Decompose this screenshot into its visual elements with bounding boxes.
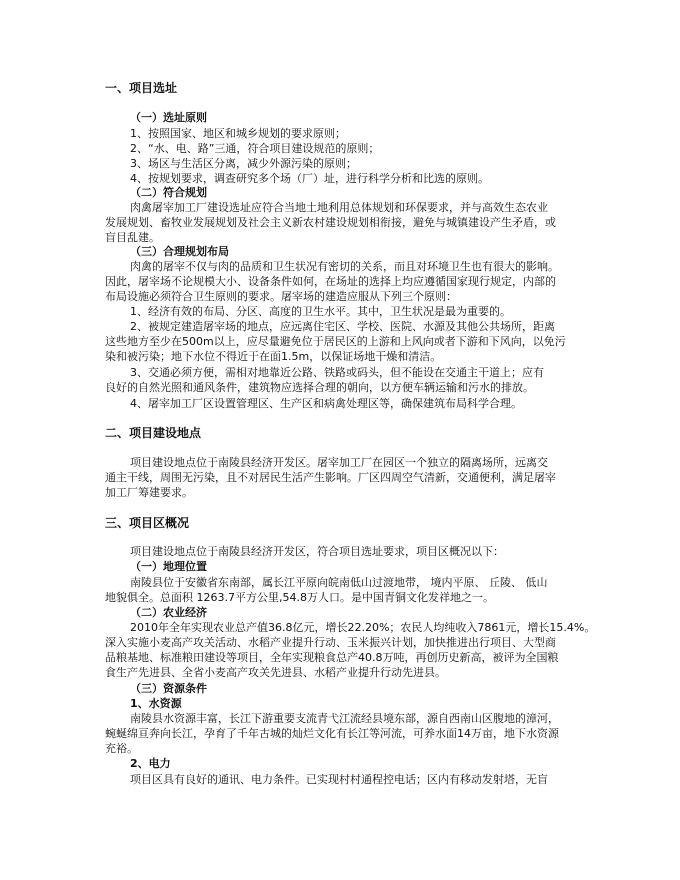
- paragraph-line: 3、场区与生活区分离，减少外源污染的原则；: [130, 157, 357, 170]
- item-title-power: 2、电力: [130, 757, 171, 770]
- section-heading-location: 二、项目建设地点: [105, 426, 202, 440]
- paragraph-line: 品粮基地、标准粮田建设等项目，全年实现粮食总产40.8万吨，再创历史新高，被评为全国粮: [105, 651, 559, 664]
- paragraph-line: 盲目乱建。: [105, 231, 160, 244]
- paragraph-line: 这些地方至少在500m以上，应尽量避免位于居民区的上游和上风向或者下游和下风向，以免污: [105, 335, 566, 348]
- paragraph-line: 染和被污染；地下水位不得近于在面1.5m，以保证场地干燥和清洁。: [105, 350, 442, 363]
- paragraph-line: 4、屠宰加工厂区设置管理区、生产区和病禽处理区等，确保建筑布局科学合理。: [130, 397, 522, 410]
- subsection-title-principles: （一）选址原则: [130, 111, 207, 124]
- paragraph-line: 蜿蜒绵亘奔向长江，孕育了千年古城的灿烂文化有长江等河流，可养水面14万亩，地下水资源: [105, 727, 559, 740]
- paragraph-line: 深入实施小麦高产攻关活动、水稻产业提升行动、玉米振兴计划，加快推进出行项目、大型商: [105, 636, 556, 649]
- section-heading-overview: 三、项目区概况: [105, 516, 190, 530]
- subsection-title-geography: （一）地理位置: [130, 560, 207, 573]
- paragraph-line: 肉禽屠宰加工厂建设选址应符合当地土地利用总体规划和环保要求，并与高效生态农业: [130, 201, 548, 214]
- subsection-title-layout: （三）合理规划布局: [130, 245, 229, 258]
- paragraph-line: 发展规划、畜牧业发展规划及社会主义新农村建设规划相衔接，避免与城镇建设产生矛盾，或: [105, 216, 556, 229]
- paragraph-line: 食生产先进县、全省小麦高产攻关先进县、水稻产业提升行动先进县。: [105, 666, 446, 679]
- paragraph-line: 南陵县位于安徽省东南部，属长江平原向皖南低山过渡地带， 境内平原、 丘陵、 低山: [130, 576, 548, 589]
- section-heading-site-selection: 一、项目选址: [105, 81, 178, 95]
- paragraph-line: 南陵县水资源丰富，长江下游重要支流青弋江流经县境东部，源自西南山区腹地的漳河，: [130, 712, 559, 725]
- item-title-water: 1、水资源: [130, 697, 182, 710]
- paragraph-line: 布局设施必须符合卫生原则的要求。屠宰场的建造应服从下列三个原则：: [105, 290, 457, 303]
- paragraph-line: 2、被规定建造屠宰场的地点，应远离住宅区、学校、医院、水源及其他公共场所，距离: [130, 320, 555, 333]
- paragraph-line: 1、按照国家、地区和城乡规划的要求原则；: [130, 127, 346, 140]
- paragraph-line: 2、“水、电、路”三通，符合项目建设规范的原则；: [130, 142, 380, 155]
- paragraph-line: 地貌俱全。总面积 1263.7平方公里,54.8万人口。是中国青铜文化发祥地之一。: [105, 591, 494, 604]
- subsection-title-agriculture: （二）农业经济: [130, 606, 207, 619]
- paragraph-line: 项目建设地点位于南陵县经济开发区。屠宰加工厂在园区一个独立的隔离场所，远离交: [130, 456, 548, 469]
- paragraph-line: 2010年全年实现农业总产值36.8亿元，增长22.20%；农民人均纯收入7861元，增长15.4%。: [130, 621, 596, 634]
- paragraph-line: 通主干线，周围无污染，且不对居民生活产生影响。厂区四周空气清新，交通便利，满足屠宰: [105, 471, 556, 484]
- paragraph-line: 项目区具有良好的通讯、电力条件。已实现村村通程控电话；区内有移动发射塔，无盲: [130, 773, 548, 786]
- paragraph-line: 良好的自然光照和通风条件，建筑物应选择合理的朝向，以方便车辆运输和污水的排放。: [105, 381, 534, 394]
- paragraph-line: 肉禽的屠宰不仅与肉的品质和卫生状况有密切的关系，而且对环境卫生也有很大的影响。: [130, 260, 559, 273]
- subsection-title-resources: （三）资源条件: [130, 682, 207, 695]
- paragraph-line: 项目建设地点位于南陵县经济开发区，符合项目选址要求，项目区概况以下：: [130, 545, 504, 558]
- paragraph-line: 4、按规划要求，调查研究多个场（厂）址，进行科学分析和比选的原则。: [130, 172, 489, 185]
- paragraph-line: 因此，屠宰场不论规模大小、设备条件如何，在场址的选择上均应遵循国家现行规定，内部的: [105, 275, 556, 288]
- paragraph-line: 1、经济有效的布局、分区、高度的卫生水平。其中，卫生状况是最为重要的。: [130, 305, 511, 318]
- paragraph-line: 加工厂筹建要求。: [105, 486, 193, 499]
- paragraph-line: 充裕。: [105, 742, 138, 755]
- subsection-title-planning: （二）符合规划: [130, 186, 207, 199]
- paragraph-line: 3、交通必须方便，需相对地靠近公路、铁路或码头，但不能设在交通主干道上；应有: [130, 366, 544, 379]
